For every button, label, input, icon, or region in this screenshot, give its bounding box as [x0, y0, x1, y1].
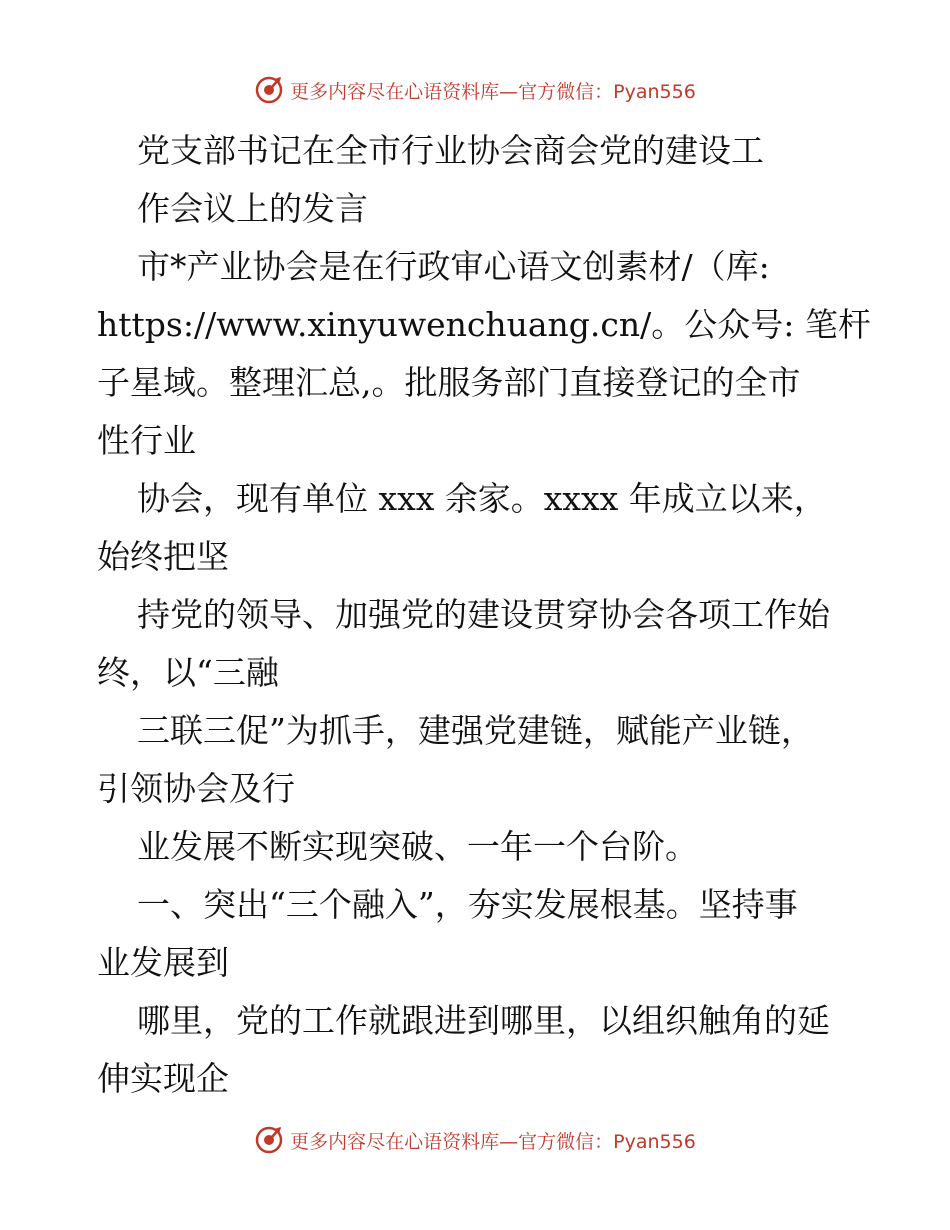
pen-circle-logo-icon — [254, 1125, 284, 1155]
text-line: 哪里，党的工作就跟进到哪里，以组织触角的延 — [137, 1001, 830, 1040]
text-line: https://www.xinyuwenchuang.cn/。公众号: 笔杆 — [97, 305, 871, 344]
text-line: 子星域。整理汇总,。批服务部门直接登记的全市 — [97, 363, 801, 402]
text-line: 业发展不断实现突破、一年一个台阶。 — [137, 827, 698, 866]
text-line: 伸实现企 — [97, 1059, 229, 1098]
pen-circle-logo-icon — [254, 75, 284, 105]
text-line: 持党的领导、加强党的建设贯穿协会各项工作始 — [137, 595, 830, 634]
header-banner-text: 更多内容尽在心语资料库—官方微信：Pyan556 — [290, 80, 696, 103]
text-line: 市*产业协会是在行政审心语文创素材/（库: — [137, 247, 770, 286]
text-line: 三联三促”为抓手，建强党建链，赋能产业链， — [137, 711, 814, 750]
text-line: 性行业 — [97, 421, 196, 460]
text-line: 终，以“三融 — [97, 653, 279, 692]
text-line: 一、突出“三个融入”，夯实发展根基。坚持事 — [137, 885, 798, 924]
text-line: 始终把坚 — [97, 537, 229, 576]
document-body — [97, 122, 871, 1108]
header-banner — [0, 70, 950, 110]
text-line: 协会，现有单位 xxx 余家。xxxx 年成立以来， — [137, 479, 827, 518]
footer-banner-text: 更多内容尽在心语资料库—官方微信：Pyan556 — [290, 1130, 696, 1153]
text-line: 业发展到 — [97, 943, 229, 982]
footer-banner — [0, 1120, 950, 1160]
title-line-2: 作会议上的发言 — [137, 189, 368, 228]
text-line: 引领协会及行 — [97, 769, 295, 808]
title-line-1: 党支部书记在全市行业协会商会党的建设工 — [137, 131, 764, 170]
